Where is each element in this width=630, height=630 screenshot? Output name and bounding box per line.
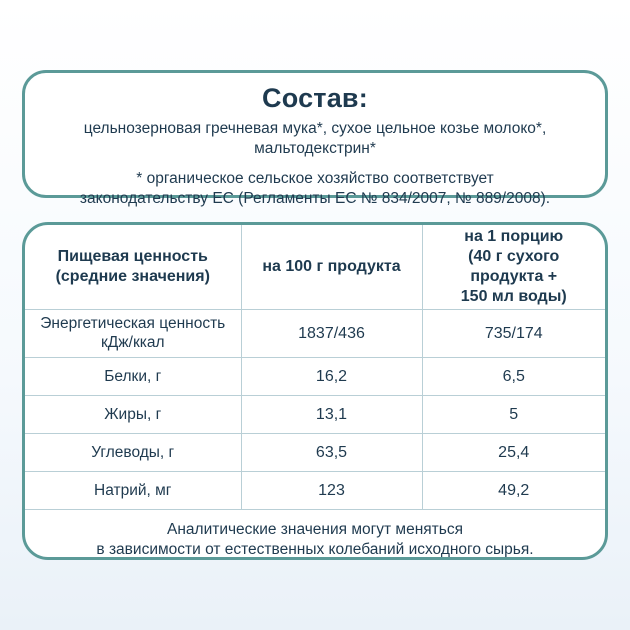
header-per-100g: на 100 г продукта	[241, 225, 422, 309]
organic-note-line: * органическое сельское хозяйство соответствует	[136, 170, 494, 187]
row-label: Жиры, г	[25, 395, 241, 433]
nutrition-table-box	[22, 222, 608, 560]
ingredients-text	[49, 119, 581, 159]
value-per-serving: 49,2	[422, 471, 605, 509]
table-row	[25, 395, 605, 433]
header-text: Пищевая ценность	[57, 247, 208, 265]
header-per-serving	[422, 225, 605, 309]
header-text: продукта +	[470, 267, 558, 285]
row-label: Углеводы, г	[25, 433, 241, 471]
value-per-serving: 735/174	[422, 309, 605, 357]
table-row	[25, 471, 605, 509]
value-per-100g: 16,2	[241, 357, 422, 395]
footnote-line: в зависимости от естественных колебаний исходного сырья.	[96, 540, 534, 558]
nutrition-table	[25, 225, 605, 510]
ingredients-line: цельнозерновая гречневая мука*, сухое цельное козье молоко*,	[83, 120, 547, 137]
value-per-100g: 123	[241, 471, 422, 509]
value-per-serving: 25,4	[422, 433, 605, 471]
value-per-100g: 63,5	[241, 433, 422, 471]
table-row	[25, 309, 605, 357]
value-per-100g: 1837/436	[241, 309, 422, 357]
header-text: (средние значения)	[55, 267, 210, 285]
header-text: на 1 порцию	[464, 227, 564, 245]
value-per-serving: 5	[422, 395, 605, 433]
composition-title: Состав:	[262, 83, 368, 113]
value-per-100g: 13,1	[241, 395, 422, 433]
composition-box	[22, 70, 608, 207]
analytical-footnote	[25, 510, 605, 560]
row-label: Белки, г	[25, 357, 241, 395]
row-label-line: Энергетическая ценность	[40, 315, 226, 332]
ingredients-line: мальтодекстрин*	[254, 140, 376, 157]
footnote-line: Аналитические значения могут меняться	[167, 520, 463, 538]
header-nutritional-value	[25, 225, 241, 309]
table-row	[25, 357, 605, 395]
row-label: Натрий, мг	[25, 471, 241, 509]
table-header-row	[25, 225, 605, 309]
row-label	[25, 309, 241, 357]
header-text: 150 мл воды)	[460, 287, 567, 305]
row-label-line: кДж/ккал	[100, 334, 165, 351]
organic-note	[49, 169, 581, 209]
table-row	[25, 433, 605, 471]
value-per-serving: 6,5	[422, 357, 605, 395]
organic-note-line: законодательству ЕС (Регламенты ЕС № 834/2007, № 889/2008).	[79, 190, 551, 207]
header-text: (40 г сухого	[468, 247, 560, 265]
